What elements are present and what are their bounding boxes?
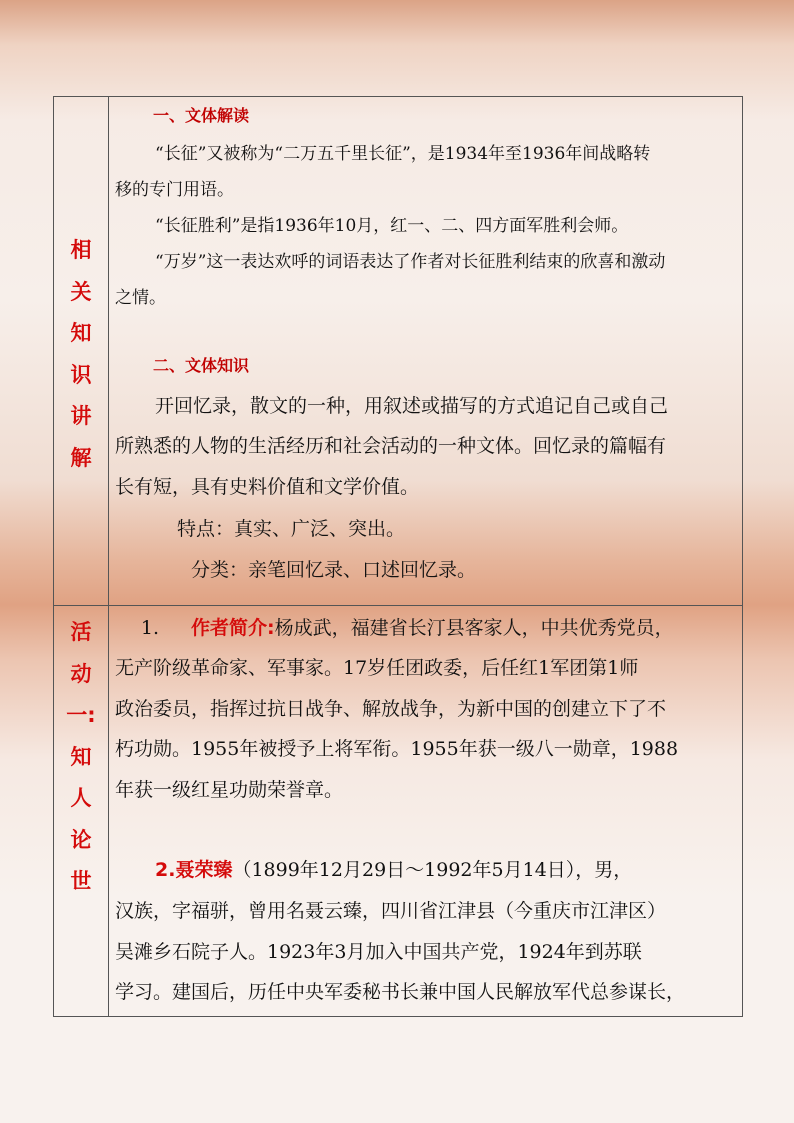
paragraph-line: 政治委员，指挥过抗日战争、解放战争，为新中国的创建立下了不 — [115, 698, 667, 720]
paragraph-line: 年获一级红星功勋荣誉章。 — [115, 779, 344, 801]
paragraph-line: 之情。 — [115, 288, 166, 308]
paragraph-line: 长有短，具有史料价值和文学价值。 — [115, 476, 420, 498]
heading-genre-reading: 一、文体解读 — [153, 106, 250, 125]
label-author-intro: 作者简介: — [191, 617, 275, 639]
content-table — [53, 96, 743, 1017]
paragraph-line: 吴滩乡石院子人。1923年3月加入中国共产党，1924年到苏联 — [115, 941, 642, 963]
label-nie-rongzhen: 2.聂荣臻 — [155, 859, 233, 881]
paragraph-line: “长征胜利”是指1936年10月，红一、二、四方面军胜利会师。 — [155, 216, 629, 236]
column-divider — [108, 97, 109, 1016]
section-label-activity: 活 动 一: 知 人 论 世 — [66, 620, 96, 893]
paragraph-line: 分类：亲笔回忆录、口述回忆录。 — [191, 559, 477, 581]
paragraph-line: 朽功勋。1955年被授予上将军衔。1955年获一级八一勋章，1988 — [115, 738, 679, 760]
paragraph-line: “长征”又被称为“二万五千里长征”，是1934年至1936年间战略转 — [155, 144, 651, 164]
paragraph-line: 1. 作者简介:杨成武，福建省长汀县客家人，中共优秀党员， — [115, 613, 674, 640]
item-number: 1. — [140, 617, 159, 639]
paragraph-line: 2.聂荣臻（1899年12月29日～1992年5月14日），男， — [155, 859, 633, 881]
paragraph-line: 汉族，字福骈，曾用名聂云臻，四川省江津县（今重庆市江津区） — [115, 900, 667, 922]
paragraph-line: 学习。建国后，历任中央军委秘书长兼中国人民解放军代总参谋长， — [115, 981, 686, 1003]
paragraph-line: 开回忆录，散文的一种，用叙述或描写的方式追记自己或自己 — [155, 395, 669, 417]
paragraph-line: 无产阶级革命家、军事家。17岁任团政委，后任红1军团第1师 — [115, 657, 639, 679]
paragraph-line: “万岁”这一表达欢呼的词语表达了作者对长征胜利结束的欣喜和激动 — [155, 252, 666, 272]
paragraph-line: 所熟悉的人物的生活经历和社会活动的一种文体。回忆录的篇幅有 — [115, 435, 667, 457]
row-divider — [54, 605, 742, 606]
heading-genre-knowledge: 二、文体知识 — [153, 356, 250, 375]
section-label-knowledge: 相 关 知 识 讲 解 — [70, 238, 92, 470]
paragraph-line: 移的专门用语。 — [115, 180, 234, 200]
paragraph-line: 特点：真实、广泛、突出。 — [177, 518, 406, 540]
